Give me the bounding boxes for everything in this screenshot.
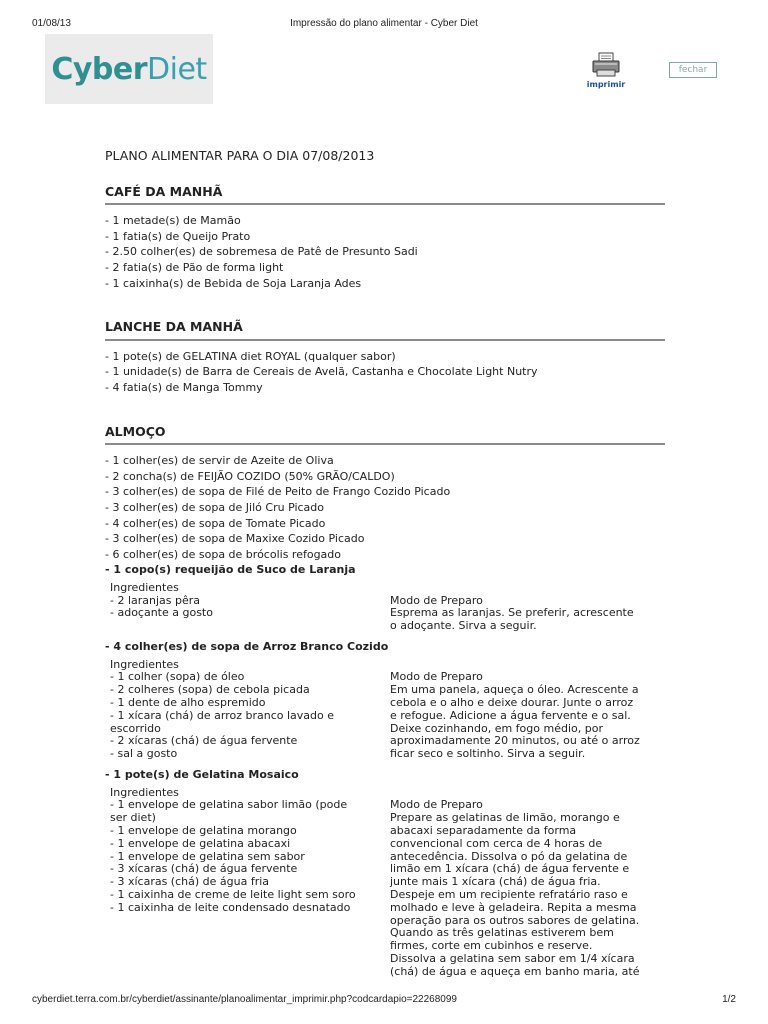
list-item: - 3 colher(es) de sopa de Filé de Peito de Frango Cozido Picado bbox=[105, 485, 451, 499]
page-url: cyberdiet.terra.com.br/cyberdiet/assinante/planoalimentar_imprimir.php?codcardapio=22268099 bbox=[32, 994, 457, 1005]
list-item: - 1 colher(es) de servir de Azeite de Oliva bbox=[105, 454, 334, 468]
recipe-title: - 1 pote(s) de Gelatina Mosaico bbox=[105, 768, 299, 782]
meal-lunch bbox=[105, 424, 665, 979]
recipe-ingredients bbox=[110, 659, 390, 761]
printer-icon bbox=[591, 52, 621, 78]
list-item: - 3 colher(es) de sopa de Jiló Cru Picado bbox=[105, 500, 325, 514]
prep-line: Esprema as laranjas. Se preferir, acrescente bbox=[390, 606, 634, 620]
prep-line: firmes, corte em cubinhos e reserve. bbox=[390, 939, 593, 953]
cyberdiet-logo bbox=[45, 34, 213, 104]
prep-line: molhado e leve à geladeira. Repita a mesma bbox=[390, 900, 637, 914]
recipe-title: - 4 colher(es) de sopa de Arroz Branco Cozido bbox=[105, 640, 389, 654]
print-button[interactable] bbox=[583, 52, 629, 89]
prep-line: Prepare as gelatinas de limão, morango e bbox=[390, 811, 620, 825]
recipe-preparation bbox=[390, 659, 655, 761]
meal-plan-content bbox=[105, 148, 665, 985]
list-item: - 3 colher(es) de sopa de Maxixe Cozido Picado bbox=[105, 532, 365, 546]
ingredient-line: - 1 caixinha de creme de leite light sem soro bbox=[110, 888, 356, 901]
list-item: - 1 pote(s) de GELATINA diet ROYAL (qualquer sabor) bbox=[105, 349, 396, 363]
prep-line: convencional com cerca de 4 horas de bbox=[390, 836, 603, 850]
ingredient-line: - 1 envelope de gelatina morango bbox=[110, 824, 297, 838]
ingredient-line: - 1 colher (sopa) de óleo bbox=[110, 670, 245, 684]
recipe bbox=[110, 582, 665, 633]
list-item: - 2 fatia(s) de Pão de forma light bbox=[105, 260, 284, 274]
ingredients-label: Ingredientes bbox=[110, 785, 179, 799]
meal-breakfast bbox=[105, 184, 665, 292]
recipe-ingredients bbox=[110, 582, 390, 633]
list-item: - 1 unidade(s) de Barra de Cereais de Avelã, Castanha e Chocolate Light Nutry bbox=[105, 365, 538, 379]
meal-title: ALMOÇO bbox=[105, 424, 665, 446]
prep-line: antecedência. Dissolva o pó da gelatina de bbox=[390, 849, 628, 863]
list-item: - 2.50 colher(es) de sobremesa de Patê de Presunto Sadi bbox=[105, 245, 418, 259]
recipe-preparation bbox=[390, 582, 655, 633]
prep-line: junte mais 1 xícara (chá) de água fria. bbox=[390, 875, 601, 889]
list-item: - 4 colher(es) de sopa de Tomate Picado bbox=[105, 516, 326, 530]
ingredient-line: - 2 laranjas pêra bbox=[110, 593, 201, 607]
prep-line: (chá) de água e aqueça em banho maria, até bbox=[390, 964, 640, 978]
prep-label: Modo de Preparo bbox=[390, 593, 483, 607]
prep-line: limão em 1 xícara (chá) de água fervente e bbox=[390, 862, 630, 876]
recipe-title: - 1 copo(s) requeijão de Suco de Laranja bbox=[105, 563, 356, 577]
prep-line: Deixe cozinhando, em fogo médio, por bbox=[390, 721, 603, 735]
close-button[interactable]: fechar bbox=[669, 62, 717, 78]
prep-line: cebola e o alho e deixe dourar. Junte o arroz bbox=[390, 696, 634, 710]
ingredient-line: - 1 xícara (chá) de arroz branco lavado e bbox=[110, 708, 335, 722]
prep-line: Quando as três gelatinas estiverem bem bbox=[390, 926, 614, 940]
ingredient-line: - 1 envelope de gelatina abacaxi bbox=[110, 836, 291, 850]
ingredient-line: - 2 colheres (sopa) de cebola picada bbox=[110, 683, 310, 697]
ingredient-line: - 1 caixinha de leite condensado desnatado bbox=[110, 900, 351, 914]
list-item: - 4 fatia(s) de Manga Tommy bbox=[105, 380, 263, 394]
list-item: - 1 metade(s) de Mamão bbox=[105, 214, 241, 228]
prep-line: operação para os outros sabores de gelatina. bbox=[390, 913, 640, 927]
print-label: imprimir bbox=[586, 80, 626, 89]
recipe bbox=[110, 659, 665, 761]
prep-line: Em uma panela, aqueça o óleo. Acrescente a bbox=[390, 683, 639, 697]
page-number: 1/2 bbox=[722, 994, 736, 1005]
recipe-preparation bbox=[390, 787, 655, 979]
ingredient-line: - 3 xícaras (chá) de água fervente bbox=[110, 862, 298, 876]
meal-title: CAFÉ DA MANHÃ bbox=[105, 184, 665, 206]
ingredient-line: - adoçante a gosto bbox=[110, 606, 213, 620]
logo-text-cyber: Cyber bbox=[51, 51, 148, 87]
recipe bbox=[110, 787, 665, 979]
list-item: - 2 concha(s) de FEIJÃO COZIDO (50% GRÃO/CALDO) bbox=[105, 469, 395, 483]
ingredient-line: ser diet) bbox=[110, 811, 156, 825]
prep-line: o adoçante. Sirva a seguir. bbox=[390, 619, 537, 633]
meal-morning-snack bbox=[105, 319, 665, 395]
ingredient-line: - sal a gosto bbox=[110, 747, 178, 761]
ingredients-label: Ingredientes bbox=[110, 657, 179, 671]
recipe-ingredients bbox=[110, 787, 390, 979]
prep-line: ficar seco e soltinho. Sirva a seguir. bbox=[390, 747, 586, 761]
list-item: - 6 colher(es) de sopa de brócolis refogado bbox=[105, 547, 342, 561]
plan-title: PLANO ALIMENTAR PARA O DIA 07/08/2013 bbox=[105, 148, 375, 163]
prep-line: aproximadamente 20 minutos, ou até o arroz bbox=[390, 734, 640, 748]
ingredient-line: - 1 envelope de gelatina sabor limão (pode bbox=[110, 798, 348, 812]
print-date: 01/08/13 bbox=[32, 18, 71, 29]
prep-line: Despeje em um recipiente refratário raso e bbox=[390, 888, 628, 901]
ingredient-line: - 3 xícaras (chá) de água fria bbox=[110, 875, 270, 889]
ingredient-line: - 1 dente de alho espremido bbox=[110, 696, 266, 710]
ingredient-line: escorrido bbox=[110, 721, 161, 735]
prep-line: e refogue. Adicione a água fervente e o sal. bbox=[390, 708, 631, 722]
ingredients-label: Ingredientes bbox=[110, 580, 179, 594]
print-page-title: Impressão do plano alimentar - Cyber Diet bbox=[290, 18, 478, 29]
meal-title: LANCHE DA MANHÃ bbox=[105, 319, 665, 341]
prep-line: Dissolva a gelatina sem sabor em 1/4 xícara bbox=[390, 951, 635, 965]
prep-label: Modo de Preparo bbox=[390, 670, 483, 684]
prep-label: Modo de Preparo bbox=[390, 798, 483, 812]
list-item: - 1 fatia(s) de Queijo Prato bbox=[105, 229, 251, 243]
ingredient-line: - 1 envelope de gelatina sem sabor bbox=[110, 849, 305, 863]
prep-line: abacaxi separadamente da forma bbox=[390, 824, 577, 838]
ingredient-line: - 2 xícaras (chá) de água fervente bbox=[110, 734, 298, 748]
logo-text-diet: Diet bbox=[147, 51, 207, 87]
list-item: - 1 caixinha(s) de Bebida de Soja Laranja Ades bbox=[105, 276, 362, 290]
